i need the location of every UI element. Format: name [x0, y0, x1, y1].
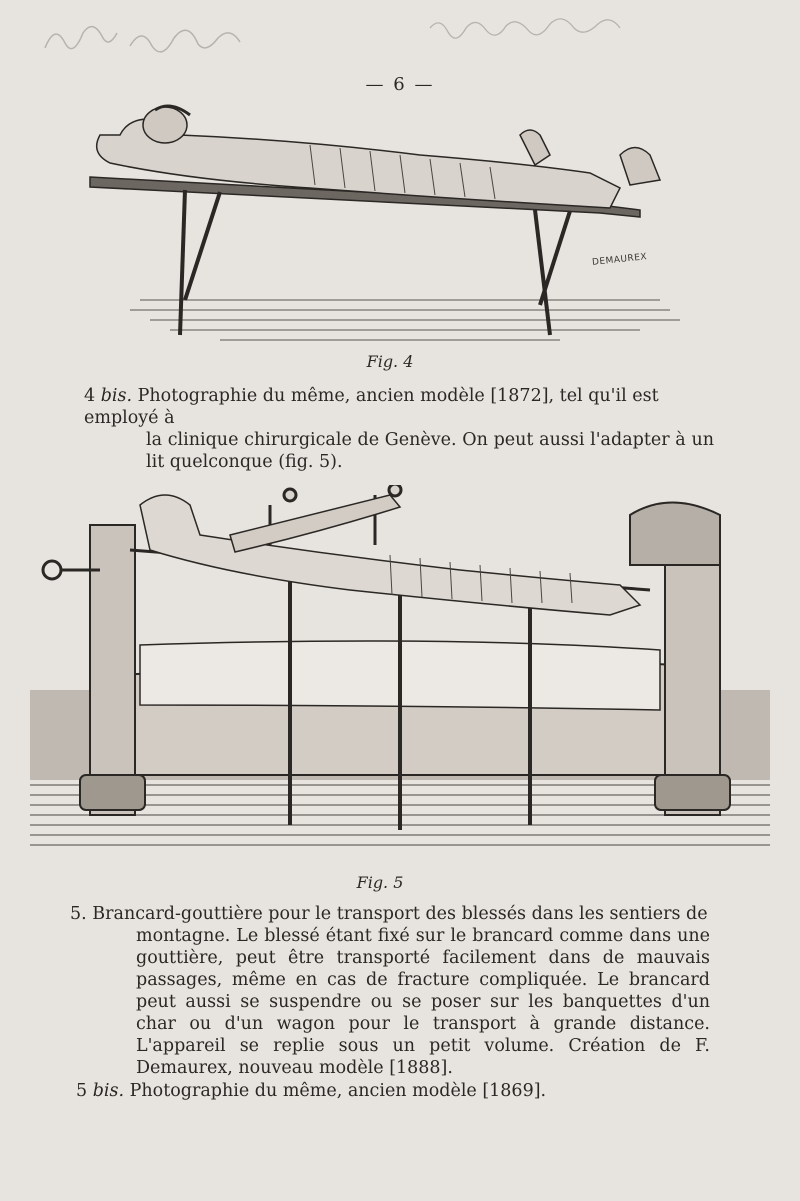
figure-4-illustration	[80, 95, 720, 350]
entry-continuation: montagne. Le blessé étant fixé sur le brancard comme dans une gouttière, peut être transporté facilement dans de mauvais passages, même en cas de fracture compliquée. Le brancard peut aussi se suspendre ou se poser sur les banquettes d'un char ou d'un wagon pour le transport à grande distance. L'appareil se replie sous un petit volume. Création de F. Demaurex, nouveau modèle [1888].	[136, 926, 710, 1078]
entry-5-bis	[76, 1080, 716, 1102]
figure-5-illustration	[30, 485, 770, 850]
entry-first-line: Photographie du même, ancien modèle [1869].	[129, 1081, 547, 1101]
entry-first-line: Photographie du même, ancien modèle [1872], tel qu'il est employé à	[84, 386, 659, 428]
handwritten-annotation	[40, 8, 740, 68]
entry-first-line: Brancard-gouttière pour le transport des blessés dans les sentiers de	[92, 904, 708, 924]
figure-5-caption: Fig. 5	[356, 873, 404, 892]
entry-4-bis	[84, 385, 714, 473]
entry-5	[70, 903, 710, 1079]
illustrator-signature: DEMAUREX	[591, 252, 648, 268]
entry-number: 5.	[70, 904, 87, 924]
entry-continuation: la clinique chirurgicale de Genève. On peut aussi l'adapter à un lit quelconque (fig. 5).	[146, 430, 714, 472]
figure-4-caption: Fig. 4	[366, 352, 414, 371]
entry-number: 5	[76, 1081, 88, 1101]
entry-suffix: bis.	[92, 1081, 125, 1101]
entry-suffix: bis.	[100, 386, 133, 406]
entry-number: 4	[84, 386, 96, 406]
page-number: — 6 —	[365, 74, 435, 95]
